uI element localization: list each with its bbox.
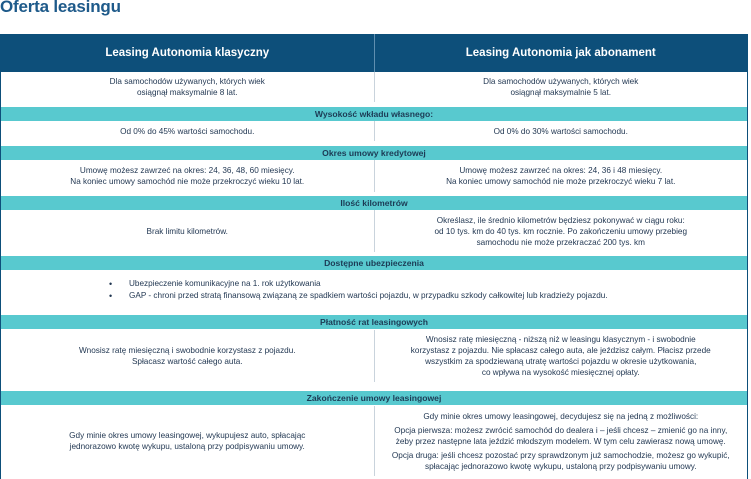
section-header-insurance: Dostępne ubezpieczenia	[1, 256, 747, 270]
end-of-contract-row	[1, 406, 747, 476]
list-item	[109, 278, 747, 290]
payments-row	[1, 330, 747, 382]
text-line: Umowę możesz zawrzeć na okres: 24, 36 i 48 miesięcy.	[459, 166, 663, 175]
text-line: jednorazowo kwotę wykupu, ustaloną przy podpisywaniu umowy.	[69, 442, 305, 451]
term-subscription	[375, 160, 748, 192]
mileage-subscription	[375, 210, 748, 252]
text-line: żeby przez następne lata jeździć młodszym modelem. W tym celu zawierasz nową umowę.	[395, 436, 726, 446]
term-classic	[1, 160, 375, 192]
text-line: Wnosisz ratę miesięczną i swobodnie korzystasz z pojazdu.	[78, 346, 296, 355]
text-line: Dla samochodów używanych, których wiek	[109, 77, 265, 86]
text-line: Dla samochodów używanych, których wiek	[483, 77, 639, 86]
text-line: Wnosisz ratę miesięczną - niższą niż w leasingu klasycznym - i swobodnie	[425, 335, 696, 344]
page-title: Oferta leasingu	[0, 0, 121, 16]
text-line: Gdy minie okres umowy leasingowej, decydujesz się na jedną z możliwości:	[423, 411, 699, 421]
text-line: Umowę możesz zawrzeć na okres: 24, 36, 48, 60 miesięcy.	[79, 166, 295, 175]
intro-classic	[1, 72, 375, 102]
text-line: Gdy minie okres umowy leasingowej, wykupujesz auto, spłacając	[69, 431, 306, 440]
text-line: Od 0% do 30% wartości samochodu.	[493, 126, 628, 136]
text-line: samochodu nie może przekraczać 200 tys. km	[476, 237, 645, 247]
leasing-comparison-table	[0, 34, 748, 479]
text-line: Spłacasz wartość całego auta.	[131, 357, 243, 366]
column-header-classic: Leasing Autonomia klasyczny	[1, 34, 375, 72]
bullet-icon: •	[109, 279, 113, 289]
text-line: od 10 tys. km do 40 tys. km rocznie. Po zakończeniu umowy przebieg	[434, 226, 688, 236]
term-row	[1, 160, 747, 192]
option-two	[392, 450, 730, 472]
intro-subscription	[375, 72, 748, 102]
section-header-payments: Płatność rat leasingowych	[1, 315, 747, 329]
mileage-classic	[1, 210, 375, 252]
list-item	[109, 290, 747, 302]
text-line: osiągnął maksymalnie 8 lat.	[136, 88, 238, 97]
text-line: Opcja pierwsza: możesz zwrócić samochód do dealera i – jeśli chcesz – zmienić go na inny,	[394, 425, 728, 435]
text-line: spłacając jednorazowo kwotę wykupu, ustaloną przy podpisywaniu umowy.	[424, 461, 697, 471]
mileage-row	[1, 210, 747, 252]
bullet-icon: •	[109, 291, 113, 301]
text-line: Określasz, ile średnio kilometrów będziesz pokonywać w ciągu roku:	[436, 215, 685, 225]
table-header	[1, 34, 747, 72]
payments-classic	[1, 330, 375, 382]
section-header-end-of-contract: Zakończenie umowy leasingowej	[1, 391, 747, 405]
text-line: Opcja druga: jeśli chcesz pozostać przy sprawdzonym już samochodzie, możesz go wykupić,	[391, 450, 730, 460]
text-line: osiągnął maksymalnie 5 lat.	[510, 88, 612, 97]
column-header-subscription: Leasing Autonomia jak abonament	[465, 47, 656, 59]
option-one	[394, 425, 727, 447]
text-line: co wpływa na wysokość miesięcznej opłaty.	[481, 368, 640, 377]
list-item-text: Ubezpieczenie komunikacyjne na 1. rok użytkowania	[129, 279, 321, 288]
insurance-list	[1, 271, 747, 309]
down-payment-subscription	[375, 121, 748, 141]
down-payment-classic	[1, 121, 375, 141]
down-payment-row	[1, 121, 747, 141]
text-line: Na koniec umowy samochód nie może przekroczyć wieku 7 lat.	[446, 177, 676, 186]
insurance-row	[1, 271, 747, 309]
section-header-mileage: Ilość kilometrów	[1, 196, 747, 210]
list-item-text: GAP - chroni przed stratą finansową związaną ze spadkiem wartości pojazdu, w przypadku szkody całkowitej lub kradzieży pojazdu.	[129, 291, 608, 300]
payments-subscription	[375, 330, 748, 382]
text-line: Od 0% do 45% wartości samochodu.	[120, 126, 255, 136]
text-line: Na koniec umowy samochód nie może przekroczyć wieku 10 lat.	[70, 177, 305, 186]
end-subscription	[375, 406, 748, 476]
text-line: wszystkim za spodziewaną utratę wartości pojazdu w okresie użytkowania,	[425, 357, 697, 366]
end-classic	[1, 406, 375, 476]
section-header-down-payment: Wysokość wkładu własnego:	[1, 107, 747, 121]
section-header-term: Okres umowy kredytowej	[1, 146, 747, 160]
intro-row	[1, 72, 747, 102]
text-line: korzystasz z pojazdu. Nie spłacasz całego auta, ale jeździsz całym. Płacisz przede	[410, 346, 711, 355]
text-line: Brak limitu kilometrów.	[146, 226, 228, 236]
